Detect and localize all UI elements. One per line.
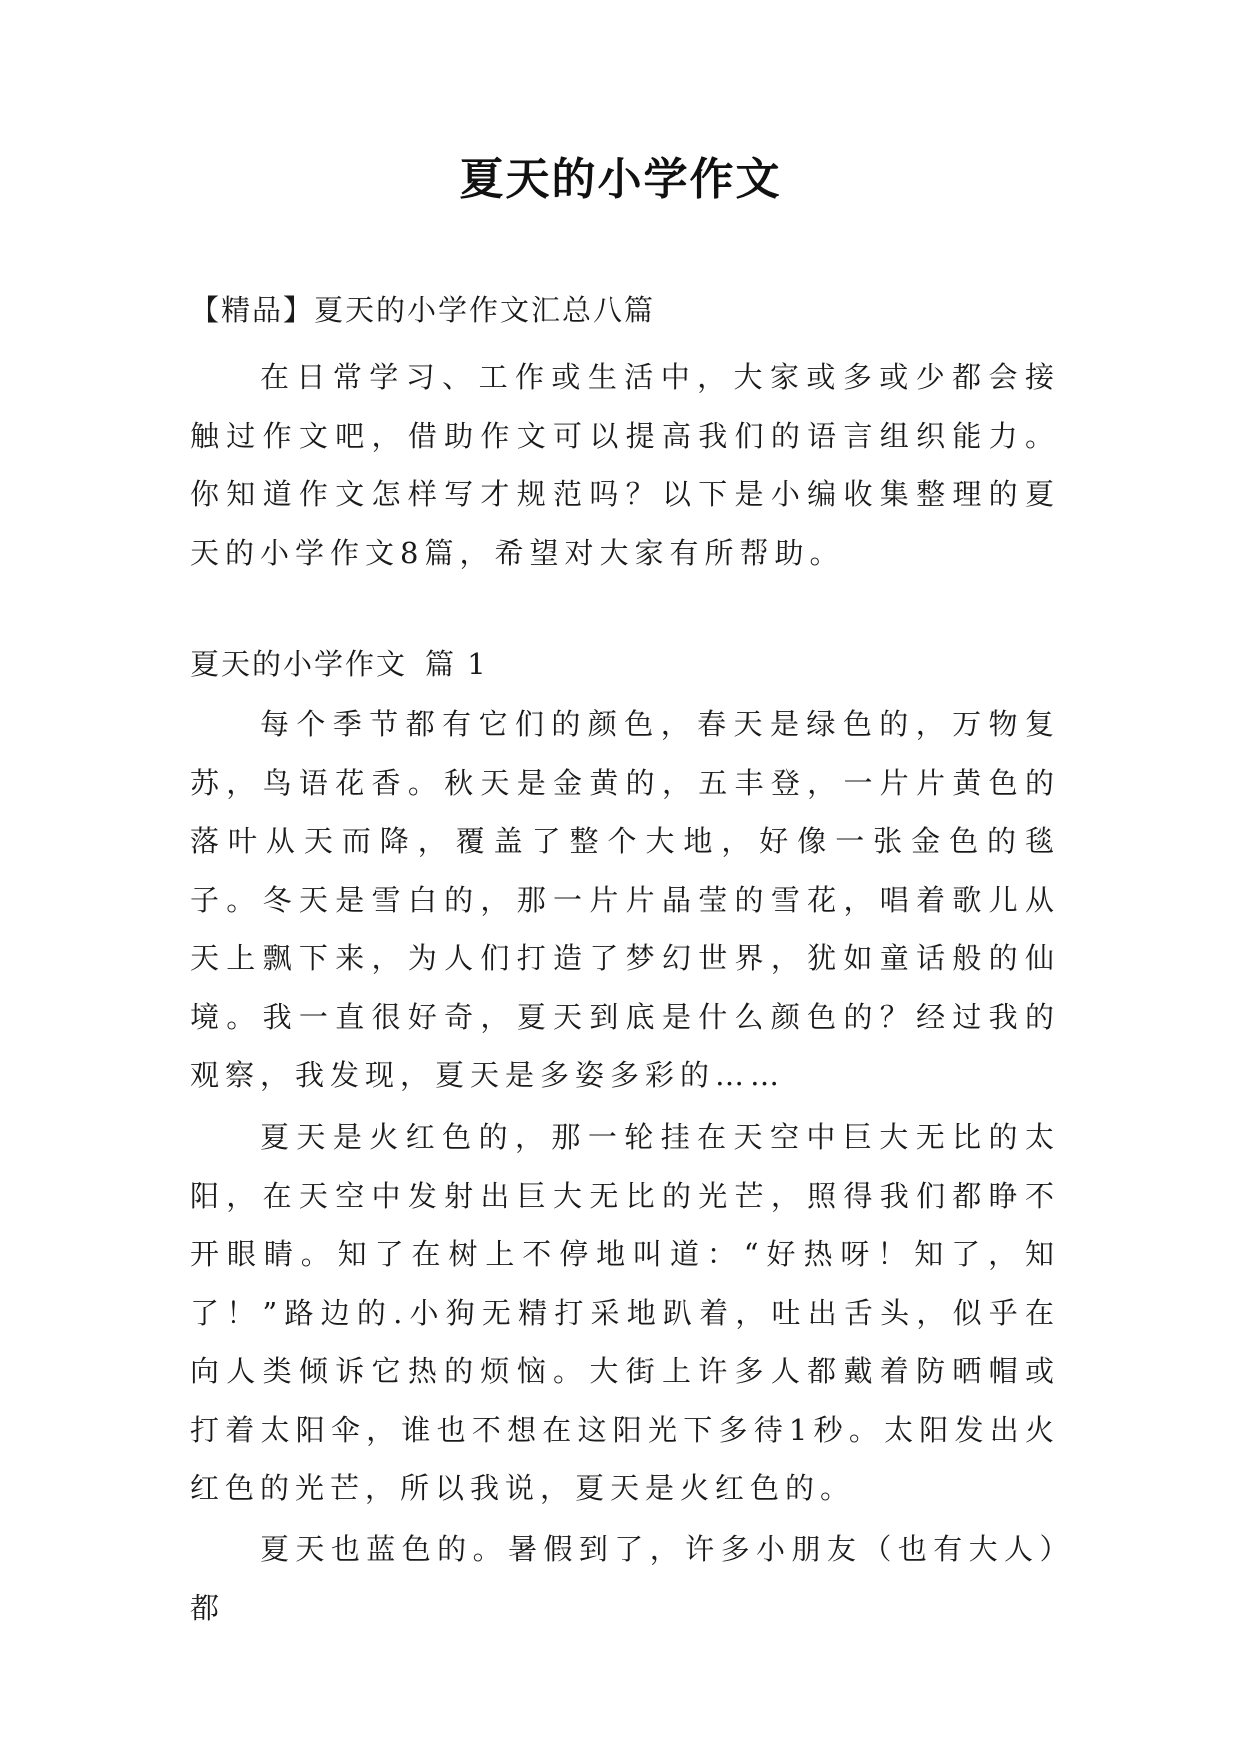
section-paragraph-3: 夏天也蓝色的。暑假到了，许多小朋友（也有大人）都: [190, 1532, 1060, 1625]
document-title: 夏天的小学作文: [459, 154, 782, 205]
section-heading: [190, 644, 488, 684]
section-paragraph-2: 夏天是火红色的，那一轮挂在天空中巨大无比的太阳，在天空中发射出巨大无比的光芒，照得我们都睁不开眼睛。知了在树上不停地叫道：“好热呀！知了，知了！”路边的.小狗无精打采地趴着，吐出舌头，似乎在向人类倾诉它热的烦恼。大街上许多人都戴着防晒帽或打着太阳伞，谁也不想在这阳光下多待1秒。太阳发出火红色的光芒，所以我说，夏天是火红色的。: [190, 1120, 1060, 1505]
intro-paragraph: 在日常学习、工作或生活中，大家或多或少都会接触过作文吧，借助作文可以提高我们的语言组织能力。你知道作文怎样写才规范吗？以下是小编收集整理的夏天的小学作文8篇，希望对大家有所帮助。: [190, 360, 1060, 570]
section-paragraph-1: 每个季节都有它们的颜色，春天是绿色的，万物复苏，鸟语花香。秋天是金黄的，五丰登，一片片黄色的落叶从天而降，覆盖了整个大地，好像一张金色的毯子。冬天是雪白的，那一片片晶莹的雪花，唱着歌儿从天上飘下来，为人们打造了梦幻世界，犹如童话般的仙境。我一直很好奇，夏天到底是什么颜色的？经过我的观察，我发现，夏天是多姿多彩的……: [190, 707, 1060, 1092]
section-heading-number: 篇 1: [425, 647, 488, 681]
section-heading-title: 夏天的小学作文: [190, 647, 408, 681]
document-subtitle: 【精品】夏天的小学作文汇总八篇: [190, 293, 656, 327]
